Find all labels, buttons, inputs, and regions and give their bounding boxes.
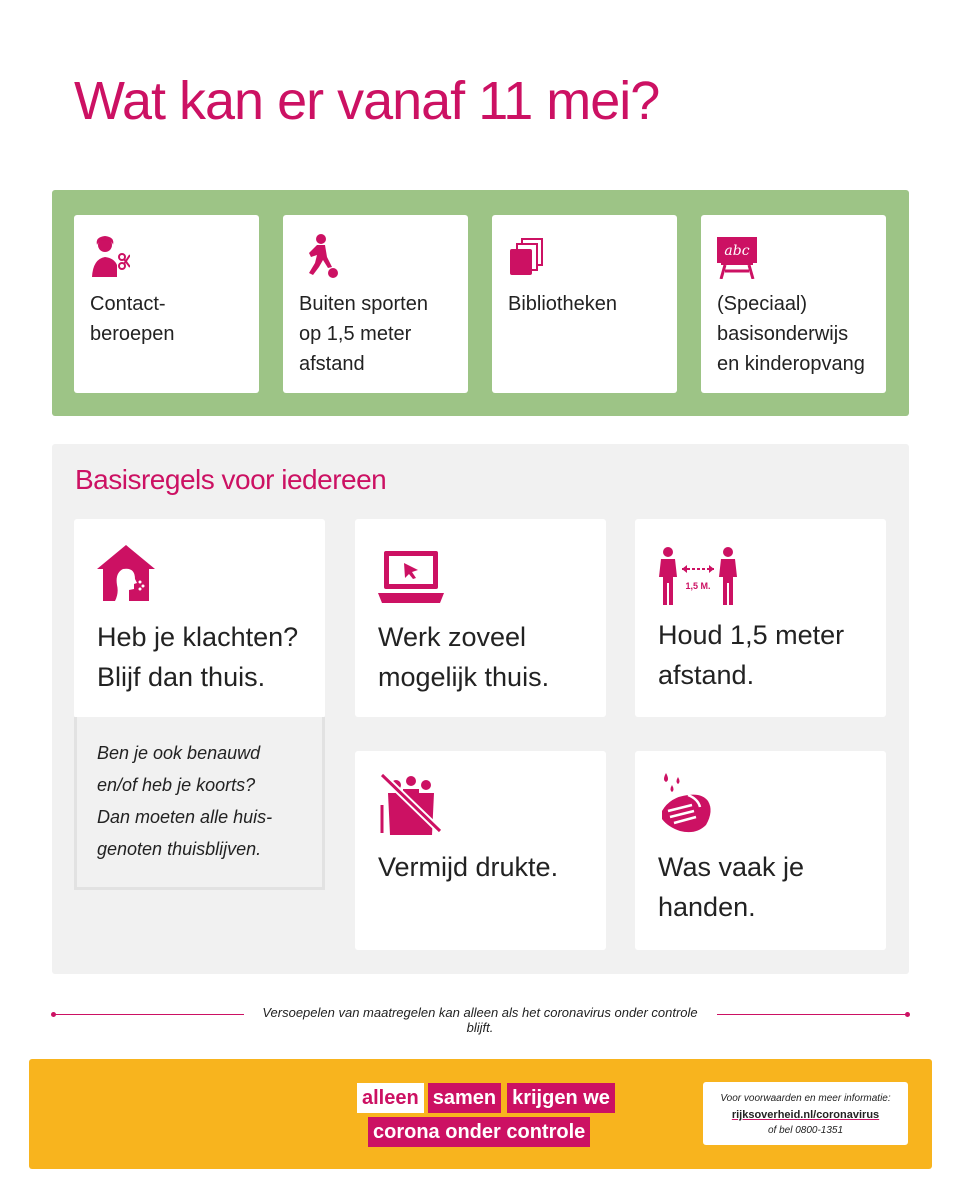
divider-right [717,1014,907,1015]
info-link[interactable]: rijksoverheid.nl/coronavirus [731,1109,880,1121]
slogan [357,1083,615,1151]
rule-label: Heb je klachten? Blijf dan thuis. [97,622,299,692]
divider-left [54,1014,244,1015]
rule-label: Werk zoveel mogelijk thuis. [378,622,550,692]
stay-home-icon [97,545,155,601]
footer-banner [29,1059,932,1169]
slogan-word-krijgen-we: krijgen we [507,1083,615,1113]
slogan-line-2: corona onder controle [368,1117,590,1147]
activity-label: (Speciaal) basisonderwijs en kinderopvang [717,293,865,375]
rule-label: Was vaak je handen. [658,852,805,922]
slogan-word-samen: samen [428,1083,501,1113]
rule-label: Vermijd drukte. [378,852,559,882]
laptop-icon [378,551,444,603]
footnote: Versoepelen van maatregelen kan alleen als het coronavirus onder controle blijft. [262,1005,698,1035]
rule-label: Houd 1,5 meter afstand. [658,620,845,690]
activity-label: Bibliotheken [508,293,617,315]
activity-label: Contact- beroepen [90,293,175,345]
distance-icon-text: 1,5 M. [685,581,711,591]
slogan-word-alleen: alleen [357,1083,424,1113]
info-line-3: of bel 0800-1351 [767,1125,844,1136]
basic-rules-title: Basisregels voor iedereen [75,464,387,495]
rule-card-crowds [355,751,606,950]
activity-label: Buiten sporten op 1,5 meter afstand [299,293,428,375]
hairdresser-icon [90,233,130,279]
rule-card-wash-hands [635,751,886,950]
activity-card-libraries [492,215,677,393]
soccer-player-icon [299,233,339,279]
symptoms-note: Ben je ook benauwd en/of heb je koorts? Dan moeten alle huis- genoten thuisblijven. [74,717,325,890]
open-activities-panel [52,190,909,416]
rule-card-work-home [355,519,606,717]
divider-dot-right [905,1012,910,1017]
chalkboard-abc-icon [717,233,757,279]
distance-icon [658,547,738,605]
books-icon [508,233,548,279]
rule-card-stay-home [74,519,325,718]
activity-card-education [701,215,886,393]
svg-text:abc: abc [724,243,750,259]
wash-hands-icon [658,771,714,835]
page-title: Wat kan er vanaf 11 mei? [74,71,660,131]
rule-card-distance [635,519,886,717]
activity-card-sports [283,215,468,393]
basic-rules-panel [52,444,909,974]
info-line-1: Voor voorwaarden en meer informatie: [720,1093,891,1104]
activity-card-contact [74,215,259,393]
no-crowds-icon [378,771,444,835]
info-box [703,1082,908,1145]
